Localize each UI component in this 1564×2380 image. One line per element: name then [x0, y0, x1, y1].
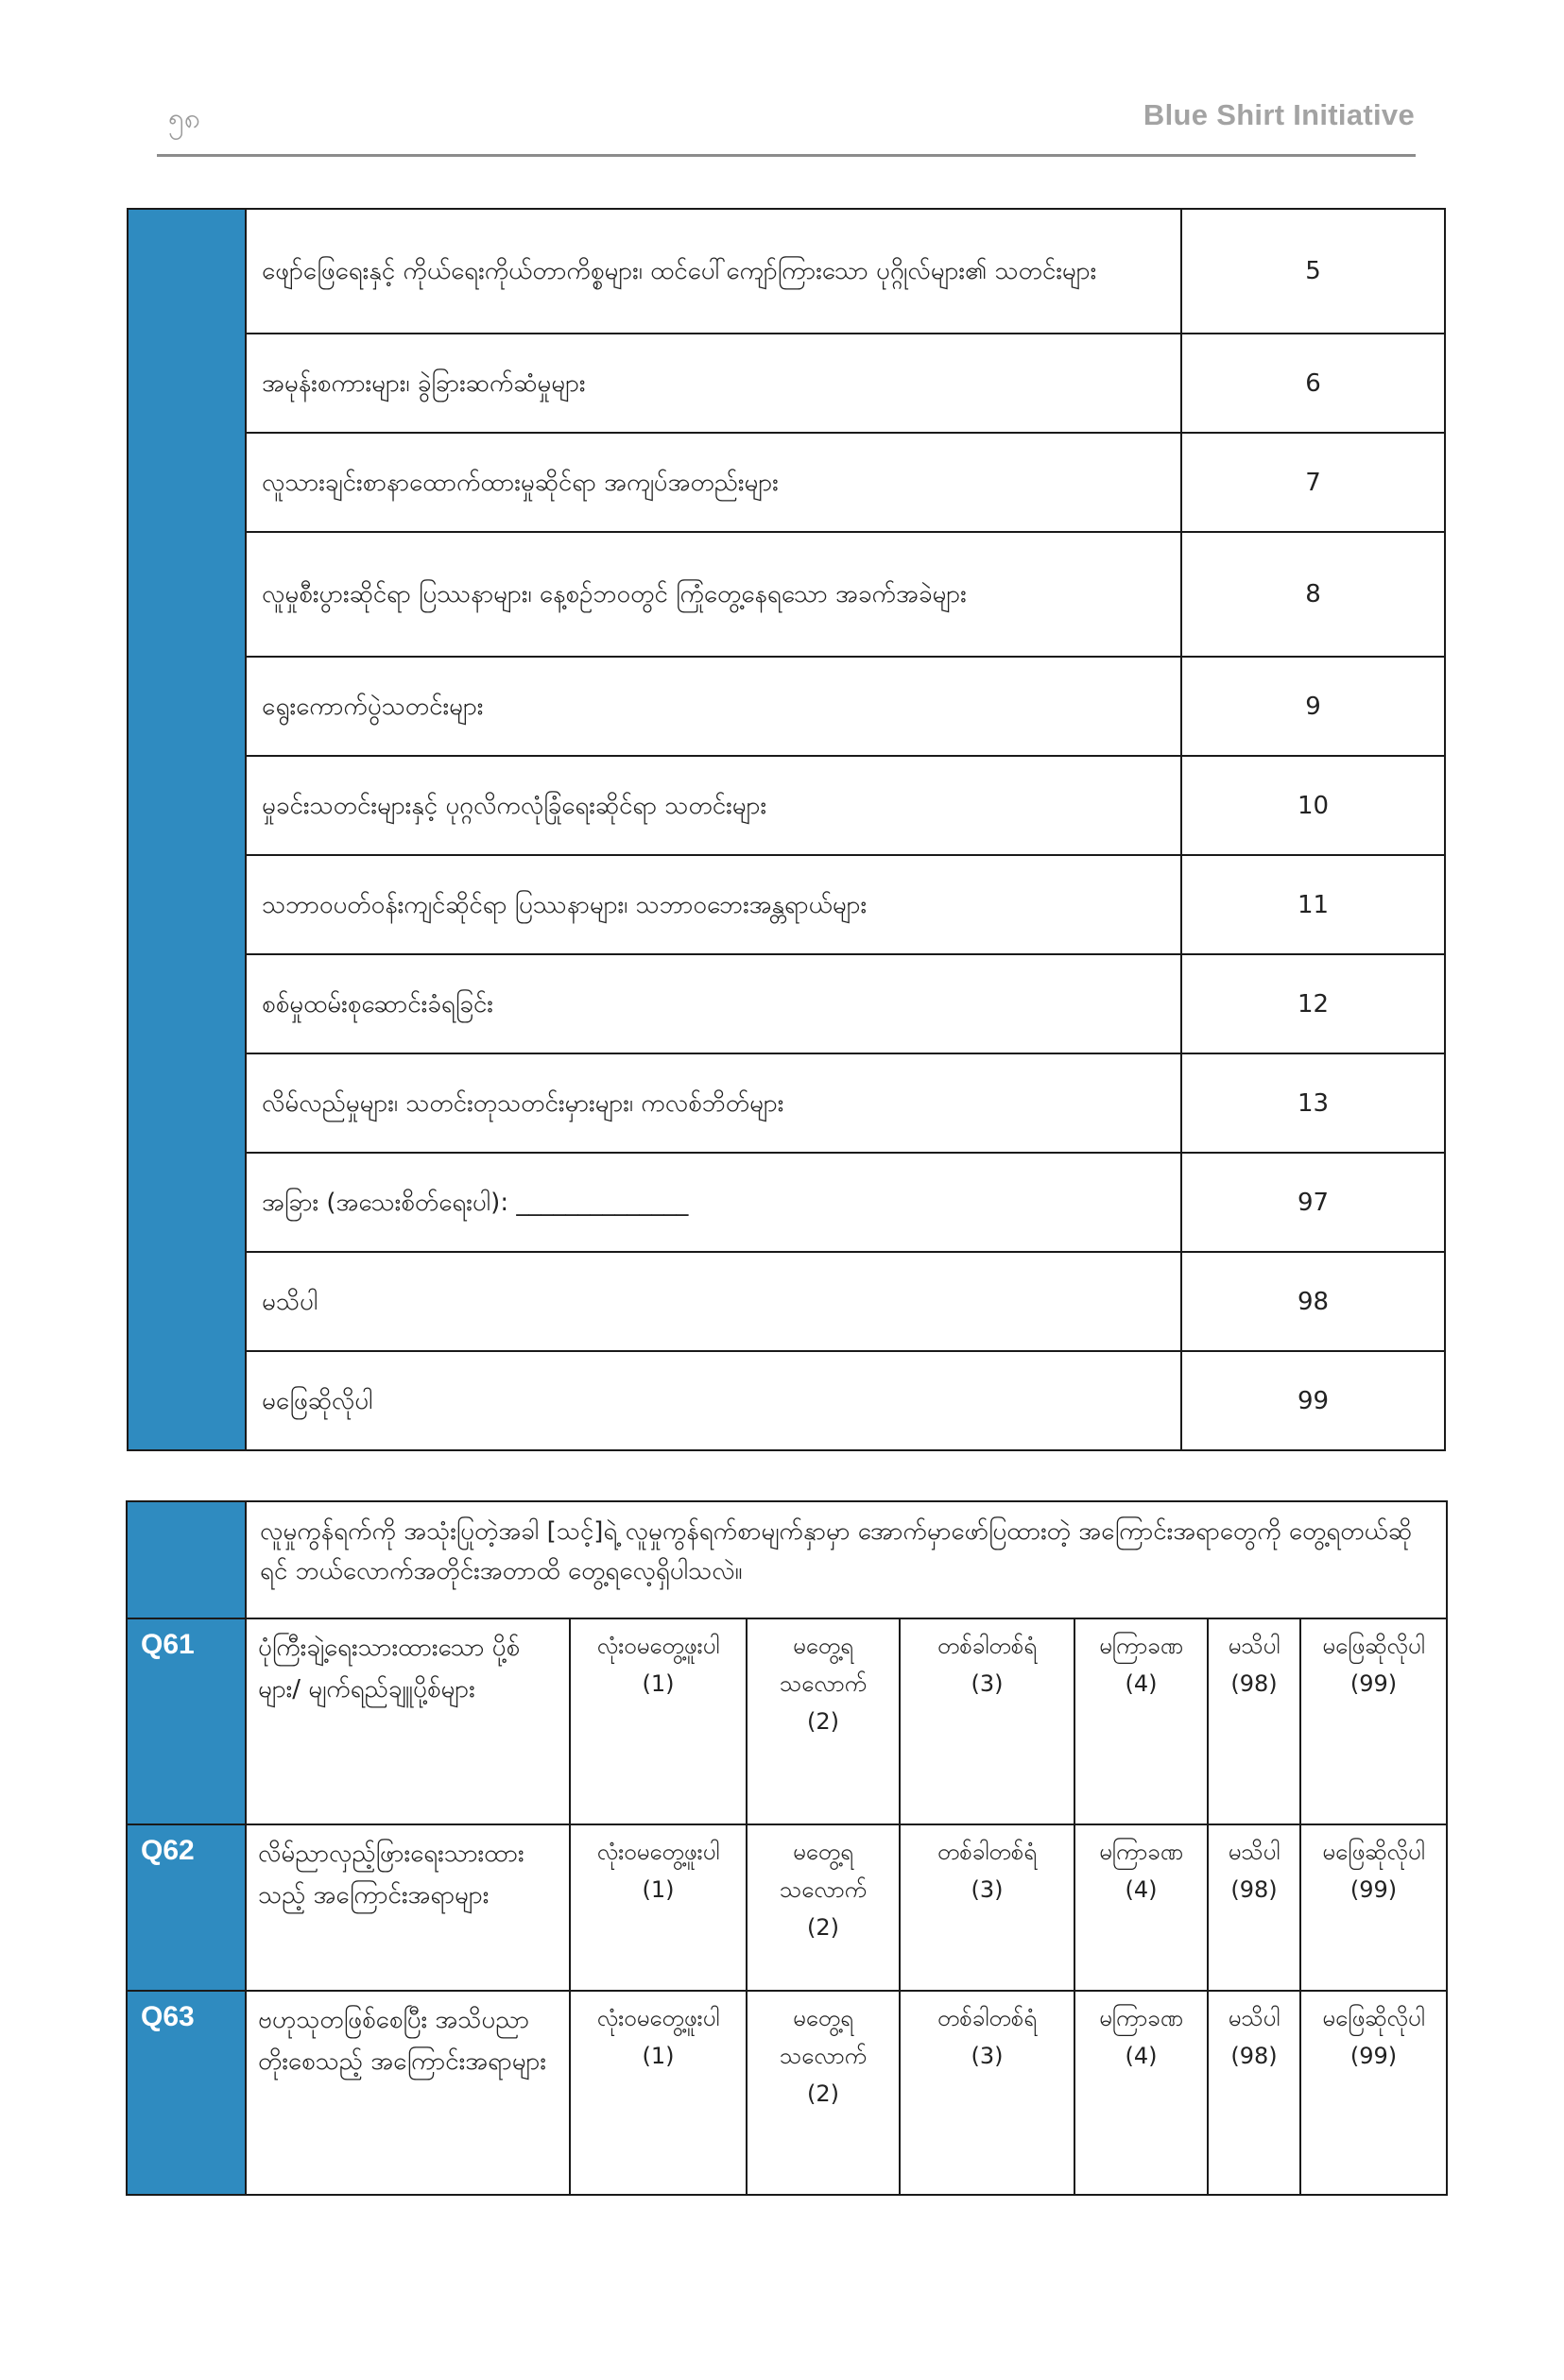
answer-row — [128, 1053, 1445, 1153]
response-option — [747, 1618, 900, 1824]
answer-label: လူမှုစီးပွားဆိုင်ရာ ပြဿနာများ၊ နေ့စဉ်ဘဝတွင် ကြုံတွေ့နေရသော အခက်အခဲများ — [246, 532, 1181, 657]
response-option-line: မသိပါ — [1228, 2005, 1280, 2031]
response-option-line: မတွေ့ရ — [793, 1633, 853, 1659]
response-option-line: မကြာခဏ — [1099, 1839, 1183, 1865]
response-option — [1208, 1824, 1300, 1991]
response-option-line: (4) — [1125, 1876, 1158, 1903]
answer-code: 10 — [1181, 756, 1445, 855]
page-number: ၅၈ — [168, 102, 201, 135]
response-option — [900, 1618, 1074, 1824]
intro-row — [127, 1501, 1447, 1618]
response-option-line: လုံးဝမတွေ့ဖူးပါ — [596, 1839, 720, 1865]
frequency-question-body — [127, 1501, 1447, 2195]
answer-code: 12 — [1181, 954, 1445, 1053]
answer-label: အမုန်းစကားများ၊ ခွဲခြားဆက်ဆံမှုများ — [246, 334, 1181, 433]
answer-row — [128, 756, 1445, 855]
answer-label: ဖျော်ဖြေရေးနှင့် ကိုယ်ရေးကိုယ်တာကိစ္စများ၊ ထင်ပေါ်ကျော်ကြားသော ပုဂ္ဂိုလ်များ၏ သတင်းများ — [246, 209, 1181, 334]
answer-row — [128, 1351, 1445, 1450]
question-row — [127, 1991, 1447, 2195]
response-option — [1300, 1991, 1447, 2195]
question-id: Q61 — [127, 1618, 246, 1824]
response-option-line: မတွေ့ရ — [793, 1839, 853, 1865]
answer-row — [128, 954, 1445, 1053]
question-text: ပုံကြီးချဲ့ရေးသားထားသော ပို့စ်များ/ မျက်ရည်ချူပို့စ်များ — [246, 1618, 570, 1824]
response-option — [1208, 1991, 1300, 2195]
question-id: Q62 — [127, 1824, 246, 1991]
intro-text: လူမှုကွန်ရက်ကို အသုံးပြုတဲ့အခါ [သင့်]ရဲ့ လူမှုကွန်ရက်စာမျက်နှာမှာ အောက်မှာဖော်ပြထားတဲ့ အကြောင်းအရာတွေကို တွေ့ရတယ်ဆိုရင် ဘယ်လောက်အတိုင်းအတာထိ တွေ့ရလေ့ရှိပါသလဲ။ — [246, 1501, 1447, 1618]
answer-code: 13 — [1181, 1053, 1445, 1153]
response-option-line: မကြာခဏ — [1099, 2005, 1183, 2031]
response-option — [570, 1618, 747, 1824]
question-text: လိမ်ညာလှည့်ဖြားရေးသားထားသည့် အကြောင်းအရာများ — [246, 1824, 570, 1991]
answer-label: လိမ်လည်မှုများ၊ သတင်းတုသတင်းမှားများ၊ ကလစ်ဘိတ်များ — [246, 1053, 1181, 1153]
header-rule — [157, 154, 1416, 157]
response-option-line: (99) — [1349, 1876, 1398, 1903]
question-text: ဗဟုသုတဖြစ်စေပြီး အသိပညာတိုးစေသည့် အကြောင်းအရာများ — [246, 1991, 570, 2195]
answer-label: မသိပါ — [246, 1252, 1181, 1351]
answer-label: သဘာဝပတ်ဝန်းကျင်ဆိုင်ရာ ပြဿနာများ၊ သဘာဝဘေးအန္တရာယ်များ — [246, 855, 1181, 954]
response-option-line: သလောက် — [779, 1670, 868, 1697]
response-option-line: (99) — [1349, 1670, 1398, 1697]
response-option — [900, 1824, 1074, 1991]
response-option — [747, 1991, 900, 2195]
response-option — [900, 1991, 1074, 2195]
answer-code: 7 — [1181, 433, 1445, 532]
response-option-line: တစ်ခါတစ်ရံ — [937, 1839, 1038, 1865]
answer-label: မဖြေဆိုလိုပါ — [246, 1351, 1181, 1450]
response-option-line: (4) — [1125, 1670, 1158, 1697]
response-option-line: (99) — [1349, 2043, 1398, 2069]
response-option-line: (3) — [971, 1876, 1004, 1903]
response-option-line: မဖြေဆိုလိုပါ — [1322, 1633, 1425, 1659]
response-option-line: (4) — [1125, 2043, 1158, 2069]
response-option-line: (98) — [1230, 2043, 1278, 2069]
answer-code: 9 — [1181, 657, 1445, 756]
response-option-line: (2) — [807, 1914, 839, 1941]
answer-code: 99 — [1181, 1351, 1445, 1450]
response-option-line: (2) — [807, 2080, 839, 2107]
answer-row — [128, 1252, 1445, 1351]
answer-code: 97 — [1181, 1153, 1445, 1252]
section-blue-bar — [128, 209, 246, 1450]
response-option-line: မသိပါ — [1228, 1633, 1280, 1659]
answer-label: စစ်မှုထမ်းစုဆောင်းခံရခြင်း — [246, 954, 1181, 1053]
answer-code: 98 — [1181, 1252, 1445, 1351]
response-option-line: မကြာခဏ — [1099, 1633, 1183, 1659]
answer-row — [128, 334, 1445, 433]
answer-row — [128, 657, 1445, 756]
response-option — [570, 1991, 747, 2195]
response-option — [1208, 1618, 1300, 1824]
response-option-line: မဖြေဆိုလိုပါ — [1322, 2005, 1425, 2031]
response-option-line: (98) — [1230, 1670, 1278, 1697]
response-option-line: (1) — [642, 1670, 675, 1697]
response-option — [1074, 1824, 1208, 1991]
answer-row — [128, 1153, 1445, 1252]
response-option-line: မဖြေဆိုလိုပါ — [1322, 1839, 1425, 1865]
answer-row — [128, 532, 1445, 657]
answer-codes-body — [128, 209, 1445, 1450]
answer-code: 5 — [1181, 209, 1445, 334]
response-option — [1300, 1824, 1447, 1991]
response-option — [747, 1824, 900, 1991]
response-option-line: တစ်ခါတစ်ရံ — [937, 2005, 1038, 2031]
answer-row — [128, 209, 1445, 334]
response-option-line: (1) — [642, 2043, 675, 2069]
answer-codes-table — [127, 208, 1446, 1451]
answer-label: လူသားချင်းစာနာထောက်ထားမှုဆိုင်ရာ အကျပ်အတည်းများ — [246, 433, 1181, 532]
response-option — [1074, 1618, 1208, 1824]
frequency-question-table — [126, 1500, 1448, 2196]
response-option-line: သလောက် — [779, 1876, 868, 1903]
answer-code: 6 — [1181, 334, 1445, 433]
response-option-line: (98) — [1230, 1876, 1278, 1903]
response-option — [1074, 1991, 1208, 2195]
intro-blue-cell — [127, 1501, 246, 1618]
response-option-line: သလောက် — [779, 2043, 868, 2069]
response-option-line: လုံးဝမတွေ့ဖူးပါ — [596, 1633, 720, 1659]
answer-row — [128, 855, 1445, 954]
response-option — [570, 1824, 747, 1991]
response-option-line: (3) — [971, 1670, 1004, 1697]
response-option-line: မတွေ့ရ — [793, 2005, 853, 2031]
answer-code: 8 — [1181, 532, 1445, 657]
answer-row — [128, 433, 1445, 532]
question-row — [127, 1824, 1447, 1991]
answer-code: 11 — [1181, 855, 1445, 954]
response-option-line: လုံးဝမတွေ့ဖူးပါ — [596, 2005, 720, 2031]
question-row — [127, 1618, 1447, 1824]
response-option-line: (1) — [642, 1876, 675, 1903]
response-option-line: မသိပါ — [1228, 1839, 1280, 1865]
answer-label: မှုခင်းသတင်းများနှင့် ပုဂ္ဂလိကလုံခြုံရေးဆိုင်ရာ သတင်းများ — [246, 756, 1181, 855]
answer-label: ရွေးကောက်ပွဲသတင်းများ — [246, 657, 1181, 756]
question-id: Q63 — [127, 1991, 246, 2195]
response-option-line: (2) — [807, 1708, 839, 1735]
response-option-line: (3) — [971, 2043, 1004, 2069]
response-option — [1300, 1618, 1447, 1824]
response-option-line: တစ်ခါတစ်ရံ — [937, 1633, 1038, 1659]
answer-label: အခြား (အသေးစိတ်ရေးပါ): ______________ — [246, 1153, 1181, 1252]
brand-title: Blue Shirt Initiative — [1143, 98, 1415, 131]
